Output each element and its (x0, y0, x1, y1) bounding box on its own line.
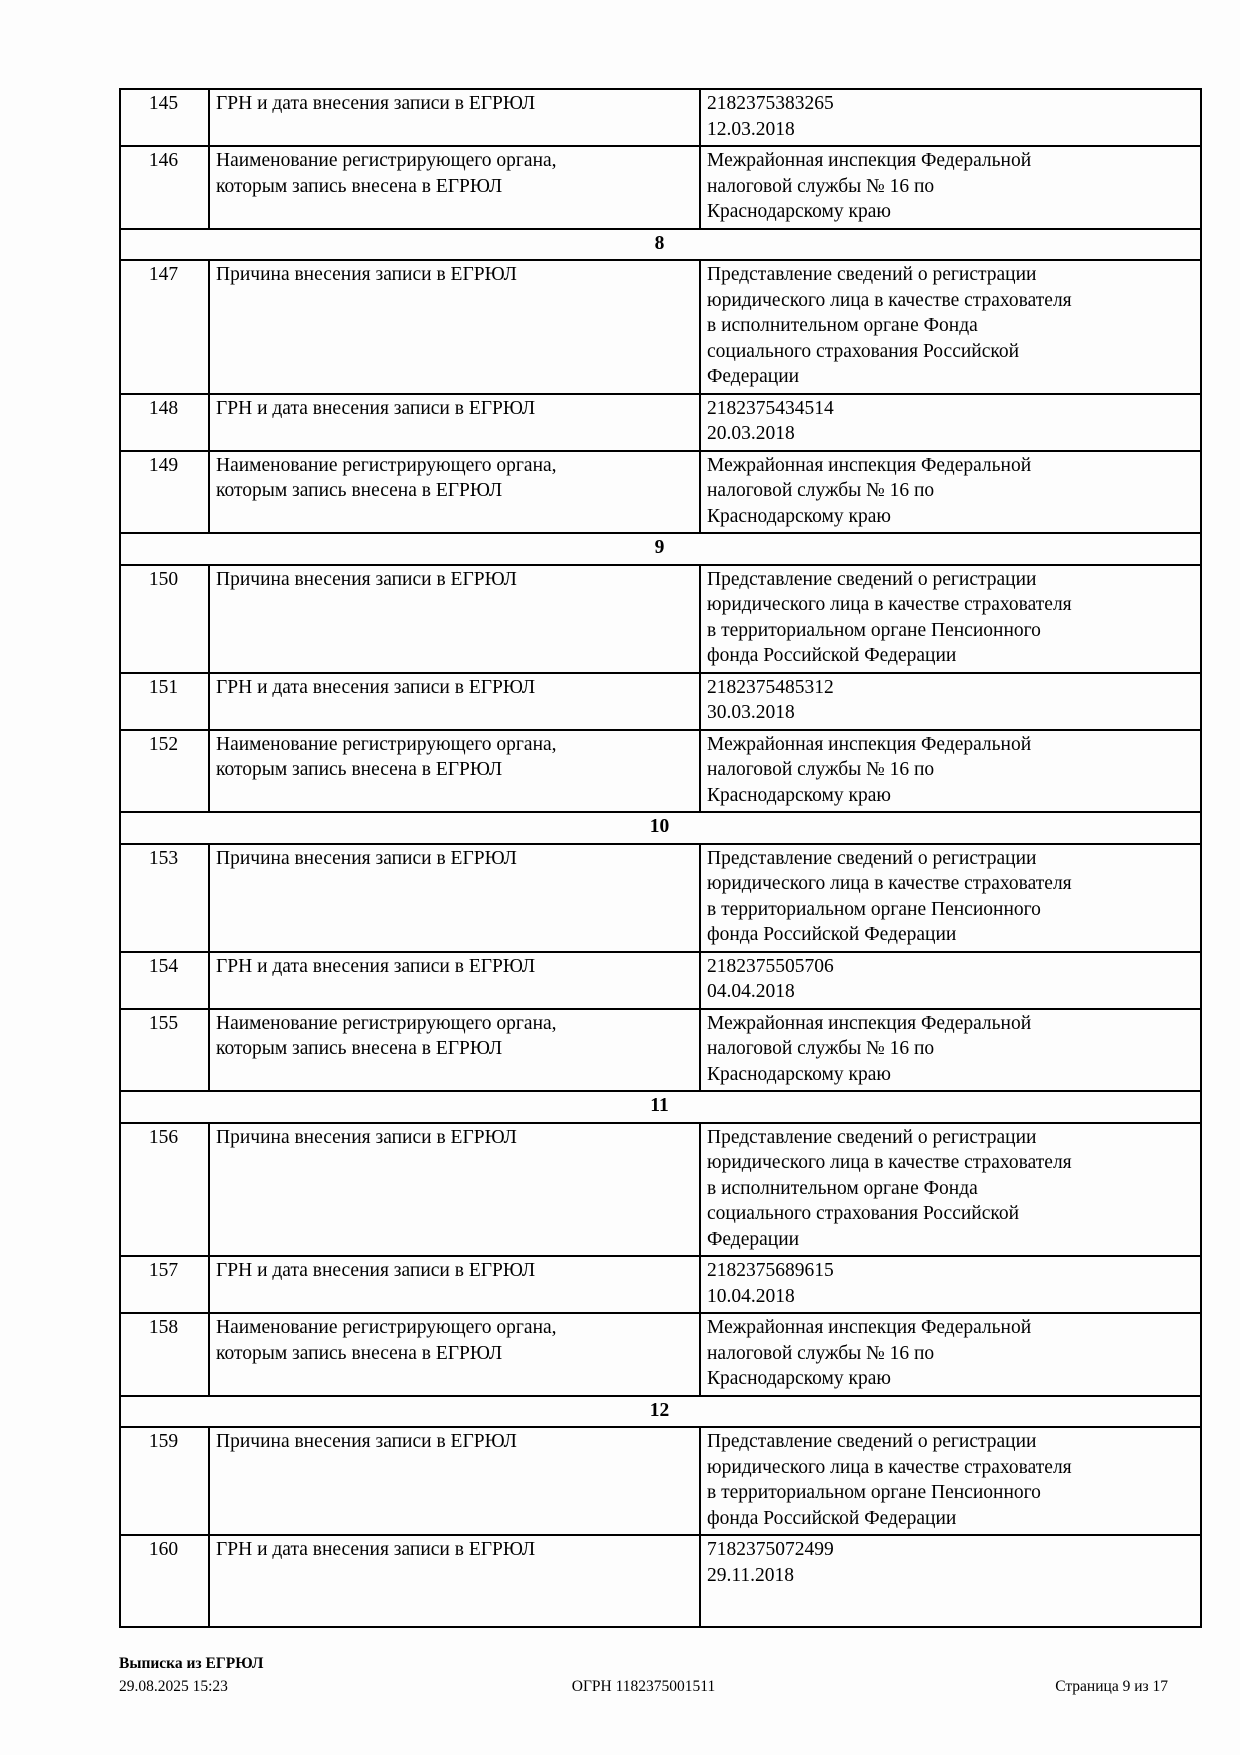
record-value-line: юридического лица в качестве страхователя (707, 289, 1072, 311)
record-number: 152 (120, 730, 209, 813)
record-value-line: налоговой службы № 16 по (707, 1038, 935, 1059)
record-value-line: юридического лица в качестве страхователя (707, 1152, 1072, 1173)
record-value-line: Межрайонная инспекция Федеральной (707, 454, 1032, 476)
record-value (700, 565, 1201, 673)
record-label-line: Причина внесения записи в ЕГРЮЛ (216, 568, 517, 590)
section-number: 10 (120, 812, 1201, 844)
section-header-row (120, 533, 1201, 565)
record-label-line: ГРН и дата внесения записи в ЕГРЮЛ (216, 676, 536, 698)
record-value (700, 260, 1201, 394)
record-value (700, 730, 1201, 813)
section-header-row (120, 1396, 1201, 1428)
record-number: 155 (120, 1009, 209, 1092)
footer-ogrn: ОГРН 1182375001511 (571, 1678, 716, 1695)
record-label (209, 394, 700, 451)
record-label-line: Причина внесения записи в ЕГРЮЛ (216, 1431, 517, 1452)
record-label-line: которым запись внесена в ЕГРЮЛ (216, 175, 503, 197)
record-value-line: Межрайонная инспекция Федеральной (707, 733, 1032, 755)
record-value-line: Краснодарскому краю (707, 201, 891, 222)
record-number: 160 (120, 1535, 209, 1627)
record-label-line: Наименование регистрирующего органа, (216, 454, 557, 476)
record-label (209, 730, 700, 813)
section-header-row (120, 1091, 1201, 1123)
record-number: 157 (120, 1256, 209, 1313)
record-row (120, 1256, 1201, 1313)
record-value-line: Краснодарскому краю (707, 1063, 891, 1085)
record-value (700, 146, 1201, 229)
record-value-line: налоговой службы № 16 по (707, 480, 935, 501)
record-value-line: фонда Российской Федерации (707, 1507, 957, 1529)
record-label-line: Причина внесения записи в ЕГРЮЛ (216, 847, 517, 869)
egrul-table-body (120, 89, 1201, 1627)
record-label (209, 844, 700, 952)
record-value (700, 1123, 1201, 1257)
record-number: 150 (120, 565, 209, 673)
record-value-line: в территориальном органе Пенсионного (707, 898, 1041, 920)
record-value-line: Межрайонная инспекция Федеральной (707, 150, 1032, 171)
record-label-line: Наименование регистрирующего органа, (216, 1317, 557, 1338)
egrul-records-table (119, 88, 1202, 1628)
record-row (120, 1009, 1201, 1092)
record-label (209, 673, 700, 730)
record-row (120, 1427, 1201, 1535)
record-value-line: в исполнительном органе Фонда (707, 1177, 978, 1199)
record-value-line: 2182375383265 (707, 93, 834, 114)
record-row (120, 730, 1201, 813)
record-label-line: ГРН и дата внесения записи в ЕГРЮЛ (216, 397, 536, 419)
record-label (209, 451, 700, 534)
record-number: 146 (120, 146, 209, 229)
record-label (209, 1256, 700, 1313)
record-value-line: социального страхования Российской (707, 340, 1020, 362)
footer-doc-title: Выписка из ЕГРЮЛ (119, 1655, 264, 1672)
record-value-line: Представление сведений о регистрации (707, 847, 1037, 869)
section-number: 8 (120, 229, 1201, 261)
record-row (120, 1535, 1201, 1627)
record-value-line: фонда Российской Федерации (707, 645, 957, 666)
record-number: 149 (120, 451, 209, 534)
record-label (209, 565, 700, 673)
section-number: 12 (120, 1396, 1201, 1428)
record-value-line: Межрайонная инспекция Федеральной (707, 1317, 1032, 1338)
record-value (700, 1313, 1201, 1396)
record-label-line: ГРН и дата внесения записи в ЕГРЮЛ (216, 93, 536, 114)
record-value-line: Федерации (707, 1228, 800, 1250)
record-value-line: Представление сведений о регистрации (707, 1431, 1037, 1452)
record-label-line: Наименование регистрирующего органа, (216, 1012, 557, 1034)
record-value-line: Представление сведений о регистрации (707, 264, 1037, 285)
record-value (700, 1009, 1201, 1092)
record-label-line: ГРН и дата внесения записи в ЕГРЮЛ (216, 1539, 536, 1560)
record-value (700, 844, 1201, 952)
record-value-line: 10.04.2018 (707, 1285, 795, 1307)
record-label-line: Наименование регистрирующего органа, (216, 733, 557, 755)
record-label (209, 1313, 700, 1396)
record-value (700, 952, 1201, 1009)
record-value-line: в исполнительном органе Фонда (707, 315, 978, 336)
record-value-line: юридического лица в качестве страхователя (707, 1456, 1072, 1478)
record-label-line: ГРН и дата внесения записи в ЕГРЮЛ (216, 955, 536, 977)
record-label-line: Наименование регистрирующего органа, (216, 150, 557, 171)
record-value-line: Краснодарскому краю (707, 1368, 891, 1389)
record-value-line: Межрайонная инспекция Федеральной (707, 1012, 1032, 1034)
record-value (700, 394, 1201, 451)
record-row (120, 673, 1201, 730)
record-value-line: 29.11.2018 (707, 1564, 795, 1586)
record-value-line: юридического лица в качестве страхователя (707, 594, 1072, 615)
record-number: 158 (120, 1313, 209, 1396)
footer-page-info: Страница 9 из 17 (1055, 1678, 1168, 1695)
record-value-line: 2182375689615 (707, 1260, 834, 1281)
record-row (120, 146, 1201, 229)
record-number: 147 (120, 260, 209, 394)
record-value-line: Федерации (707, 366, 800, 387)
record-label-line: Причина внесения записи в ЕГРЮЛ (216, 264, 517, 285)
section-header-row (120, 229, 1201, 261)
record-label-line: ГРН и дата внесения записи в ЕГРЮЛ (216, 1260, 536, 1281)
record-value-line: Краснодарскому краю (707, 505, 891, 527)
record-value (700, 1535, 1201, 1627)
section-header-row (120, 812, 1201, 844)
record-value-line: 7182375072499 (707, 1539, 834, 1560)
record-label-line: которым запись внесена в ЕГРЮЛ (216, 480, 503, 501)
record-value-line: в территориальном органе Пенсионного (707, 619, 1041, 641)
record-value-line: социального страхования Российской (707, 1203, 1020, 1224)
record-label-line: которым запись внесена в ЕГРЮЛ (216, 1342, 503, 1364)
record-value (700, 673, 1201, 730)
record-number: 156 (120, 1123, 209, 1257)
record-row (120, 260, 1201, 394)
record-value (700, 1256, 1201, 1313)
record-row (120, 844, 1201, 952)
record-label (209, 89, 700, 146)
record-value (700, 1427, 1201, 1535)
record-label-line: Причина внесения записи в ЕГРЮЛ (216, 1126, 517, 1148)
record-value-line: Краснодарскому краю (707, 784, 891, 806)
record-label (209, 1427, 700, 1535)
record-value-line: 04.04.2018 (707, 981, 795, 1002)
section-number: 9 (120, 533, 1201, 565)
record-number: 145 (120, 89, 209, 146)
record-value-line: 30.03.2018 (707, 702, 795, 723)
record-row (120, 89, 1201, 146)
record-number: 151 (120, 673, 209, 730)
record-label (209, 952, 700, 1009)
record-row (120, 565, 1201, 673)
record-row (120, 451, 1201, 534)
record-label (209, 1009, 700, 1092)
record-value (700, 89, 1201, 146)
record-value-line: 2182375434514 (707, 397, 834, 419)
record-value-line: фонда Российской Федерации (707, 924, 957, 945)
section-number: 11 (120, 1091, 1201, 1123)
record-row (120, 1123, 1201, 1257)
record-label (209, 1123, 700, 1257)
record-number: 154 (120, 952, 209, 1009)
record-value-line: Представление сведений о регистрации (707, 568, 1037, 590)
record-value (700, 451, 1201, 534)
record-label (209, 1535, 700, 1627)
record-label (209, 260, 700, 394)
record-value-line: налоговой службы № 16 по (707, 1342, 935, 1364)
record-row (120, 1313, 1201, 1396)
record-value-line: Представление сведений о регистрации (707, 1126, 1037, 1148)
record-label-line: которым запись внесена в ЕГРЮЛ (216, 1038, 503, 1059)
record-value-line: 2182375485312 (707, 676, 834, 698)
record-value-line: 12.03.2018 (707, 118, 795, 140)
record-value-line: 2182375505706 (707, 955, 834, 977)
footer-datetime: 29.08.2025 15:23 (119, 1678, 228, 1695)
record-number: 159 (120, 1427, 209, 1535)
record-value-line: налоговой службы № 16 по (707, 759, 935, 780)
record-number: 153 (120, 844, 209, 952)
record-value-line: 20.03.2018 (707, 423, 795, 444)
record-label-line: которым запись внесена в ЕГРЮЛ (216, 759, 503, 780)
record-row (120, 394, 1201, 451)
record-value-line: в территориальном органе Пенсионного (707, 1482, 1041, 1503)
record-value-line: налоговой службы № 16 по (707, 175, 935, 197)
record-label (209, 146, 700, 229)
record-number: 148 (120, 394, 209, 451)
record-value-line: юридического лица в качестве страхователя (707, 873, 1072, 894)
record-row (120, 952, 1201, 1009)
